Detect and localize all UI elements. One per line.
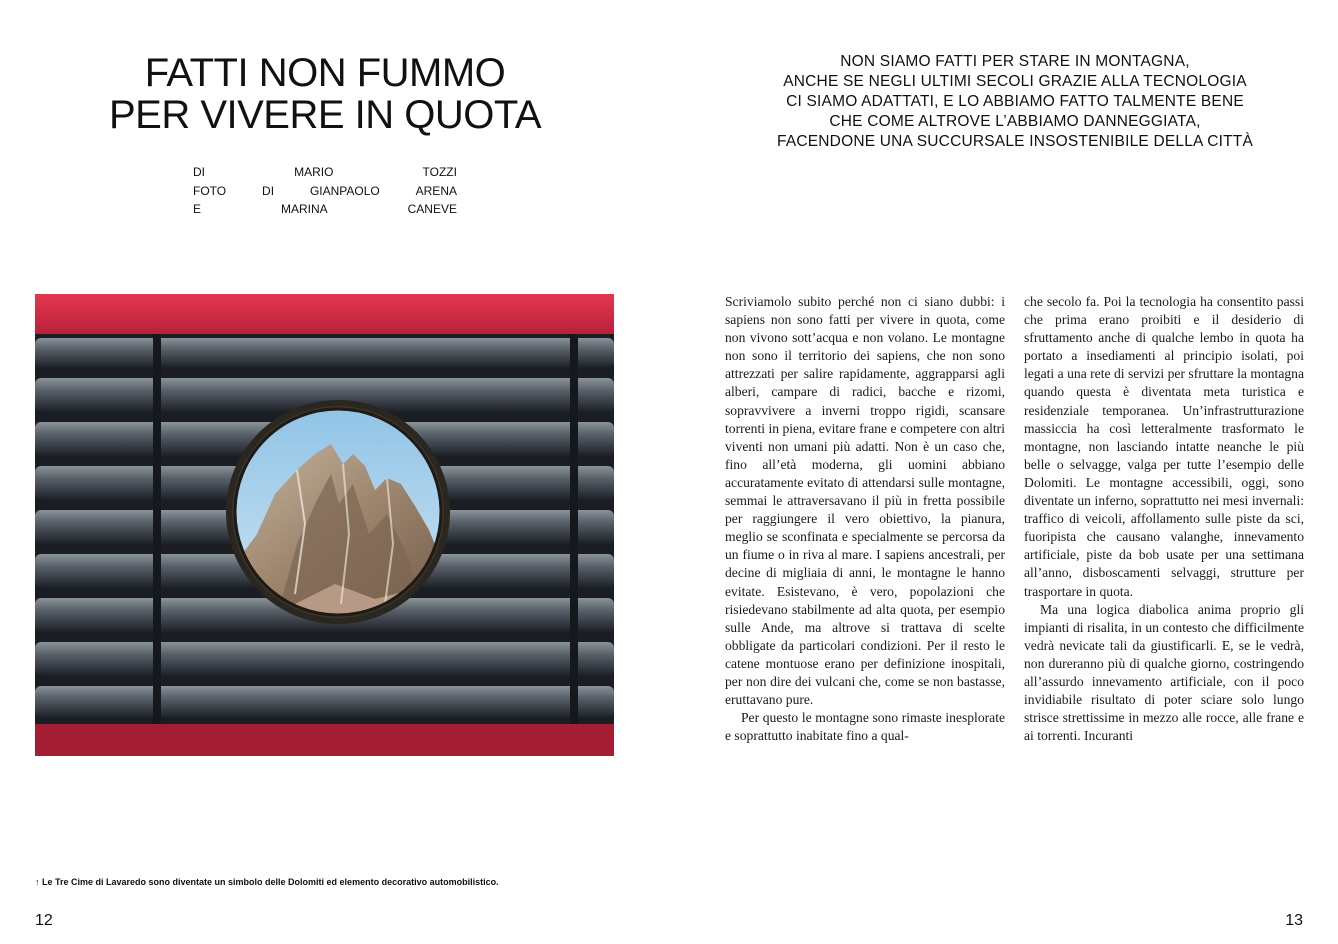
byline-photo [193,182,457,201]
credit-word: DI [193,165,205,179]
page-number-right: 13 [1285,912,1303,929]
article-lead [760,52,1270,152]
credit-word: ARENA [415,183,457,198]
page-number-left: 12 [35,912,53,929]
credit-word: MARINA [280,202,328,216]
title-line-2: PER VIVERE IN QUOTA [108,93,542,137]
lead-line: FACENDONE UNA SUCCURSALE INSOSTENIBILE DELLA CITTÀ [777,133,1253,150]
byline-photo-2 [193,200,457,219]
credit-word: GIANPAOLO [309,183,380,198]
byline-author [193,163,457,182]
lead-line: CHE COME ALTROVE L’ABBIAMO DANNEGGIATA, [829,113,1201,130]
body-paragraph: Ma una logica diabolica anima proprio gli impianti di risalita, in un contesto che difficilmente vedrà nevicate tali da giustificarli. E, se le vedrà, non dureranno più di qualche giorno, costringendo all’assurdo innevamento artificiale, con il poco invidiabile risultato di poter sciare solo lungo strisce strettissime in mezzo alle rocce, alle frane e ai torrenti. Incuranti [1024,601,1304,744]
grille-photo-illustration [35,294,614,756]
title-line-1: FATTI NON FUMMO [144,51,506,95]
article-photo [35,294,614,756]
credit-word: TOZZI [422,165,457,179]
body-paragraph: che secolo fa. Poi la tecnologia ha consentito passi che prima erano proibiti e il desiderio di sfruttamento anche di qualche lembo in quota ha portato a insediamenti al principio isolati, poi legati a una rete di servizi per sfruttare la montagna quando questa è diventata meta turistica e residenziale temporanea. Un’infrastrutturazione massiccia ha così letteralmente trasformato le montagne, non lasciando intatte neanche le più belle o selvagge, valga per tutte l’esempio delle Dolomiti. Le montagne accessibili, oggi, sono diventate un inferno, soprattutto nei mesi invernali: traffico di veicoli, affollamento sulle piste da sci, fuoripista che causano valanghe, innevamento artificiale, piste da bob usate per una settimana all’anno, disboscamenti selvaggi, strutture per trasportare in quota. [1024,294,1304,599]
article-title [100,52,550,136]
credit-word: MARIO [294,165,334,179]
credit-word: DI [262,183,275,198]
body-paragraph: Per questo le montagne sono rimaste inesplorate e soprattutto inabitate fino a qual- [725,710,1005,744]
credit-word: FOTO [193,183,227,198]
body-paragraph: Scriviamolo subito perché non ci siano dubbi: i sapiens non sono fatti per vivere in quota, come non vivono sott’acqua e non volano. Le montagne non sono il territorio dei sapiens, che non sono attrezzati per salire rapidamente, aggrapparsi agli alberi, campare di radici, bacche e rizomi, sopravvivere a inverni troppo rigidi, scansare torrenti in piena, evitare frane e competere con altri viventi non umani più adatti. Non è un caso che, fino all’età moderna, gli uomini abbiano accuratamente evitato di attendarsi sulle montagne, semmai le attraversavano il più in fretta possibile per raggiungere il vero obiettivo, la pianura, meglio se sconfinata e specialmente se percorsa da un fiume o in riva al mare. I sapiens ancestrali, per decine di migliaia di anni, le montagne le hanno evitate. Esistevano, è vero, popolazioni che risiedevano stabilmente ad alta quota, per esempio sulle Ande, ma altrove si trattava di scelte obbligate da particolari condizioni. Per il resto le catene montuose erano per definizione inospitali, per non dire dei vulcani che, come se non bastasse, eruttavano pure. [725,294,1005,708]
body-column-1 [725,293,1005,745]
photo-caption: ↑ Le Tre Cime di Lavaredo sono diventate un simbolo delle Dolomiti ed elemento decorativo automobilistico. [35,877,499,887]
byline [193,163,457,219]
lead-line: NON SIAMO FATTI PER STARE IN MONTAGNA, [840,53,1190,70]
lead-line: CI SIAMO ADATTATI, E LO ABBIAMO FATTO TALMENTE BENE [786,93,1244,110]
credit-word: E [193,202,202,216]
lead-line: ANCHE SE NEGLI ULTIMI SECOLI GRAZIE ALLA TECNOLOGIA [783,73,1247,90]
body-column-2 [1024,293,1304,745]
credit-word: CANEVE [407,202,457,216]
